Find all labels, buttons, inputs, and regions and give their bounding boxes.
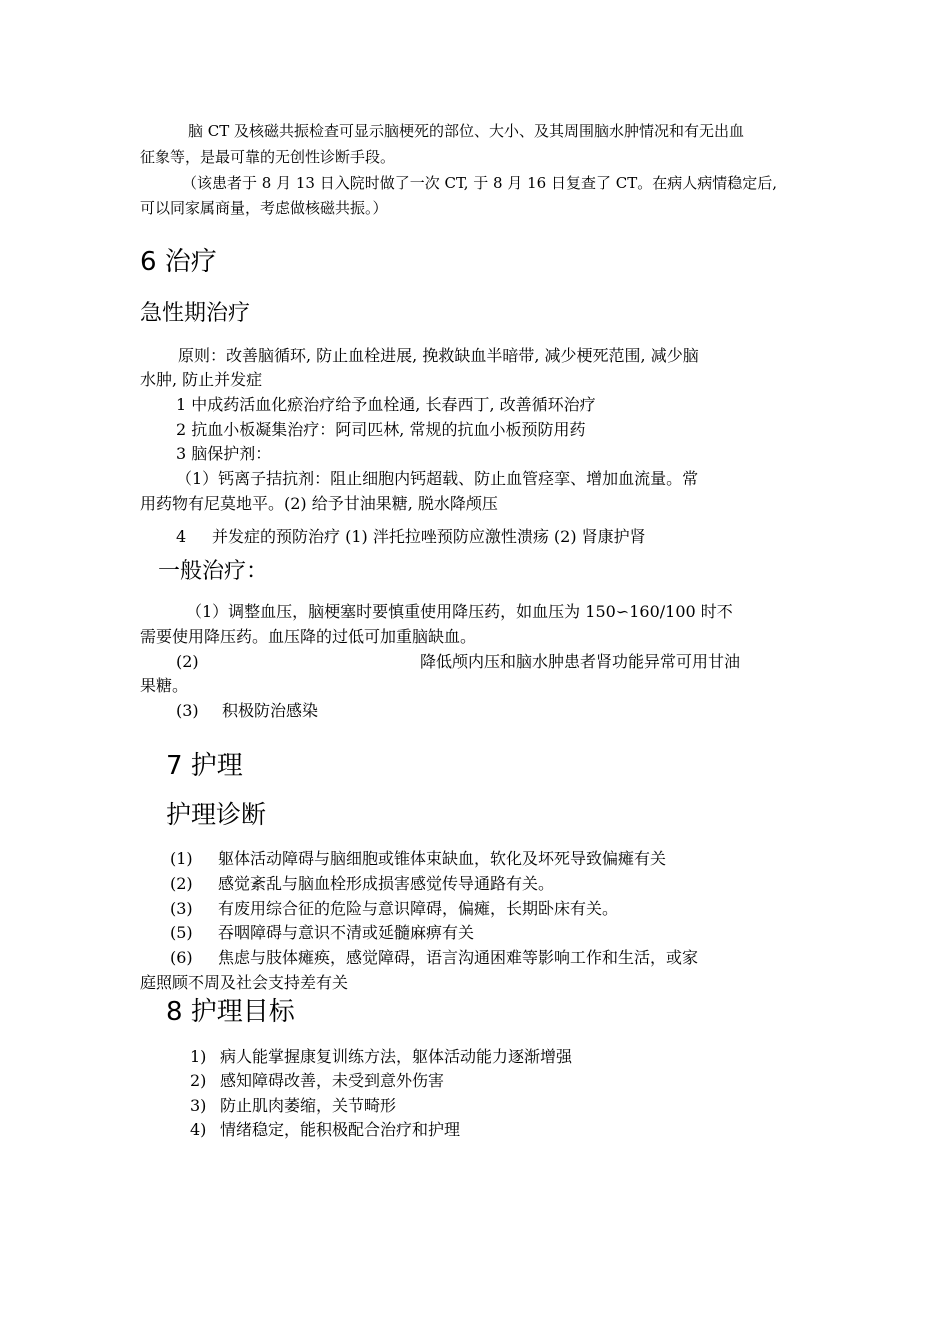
subheading-general-treatment: 一般治疗： — [158, 559, 269, 584]
general-treatment-number: (3) — [176, 701, 199, 720]
diagnosis-item: 焦虑与肢体瘫痪，感觉障碍，语言沟通困难等影响工作和生活，或家 — [218, 948, 699, 967]
principle-line: 原则：改善脑循环, 防止血栓进展, 挽救缺血半暗带, 减少梗死范围, 减少脑 — [178, 346, 699, 365]
general-treatment-line: 果糖。 — [140, 676, 189, 695]
goal-number: 2) — [190, 1071, 207, 1090]
treatment-item: 并发症的预防治疗 (1) 泮托拉唑预防应激性溃疡 (2) 肾康护肾 — [212, 527, 646, 546]
diagnosis-item: 有废用综合征的危险与意识障碍，偏瘫，长期卧床有关。 — [218, 899, 619, 918]
treatment-item-number: 4 — [176, 527, 187, 546]
subheading-nursing-diagnosis: 护理诊断 — [166, 800, 267, 829]
goal-number: 3) — [190, 1096, 207, 1115]
intro-note-line: 可以同家属商量，考虑做核磁共振。） — [140, 199, 388, 217]
goal-item: 防止肌肉萎缩，关节畸形 — [220, 1096, 397, 1115]
intro-note-line: （该患者于 8 月 13 日入院时做了一次 CT, 于 8 月 16 日复查了 CT。在病人病情稳定后, — [182, 174, 778, 192]
treatment-item: 3 脑保护剂： — [176, 444, 272, 463]
treatment-subitem-line: （1）钙离子拮抗剂：阻止细胞内钙超载、防止血管痉挛、增加血流量。常 — [176, 469, 699, 488]
goal-item: 感知障碍改善，未受到意外伤害 — [220, 1071, 445, 1090]
diagnosis-number: (6) — [170, 948, 193, 967]
diagnosis-item: 吞咽障碍与意识不清或延髓麻痹有关 — [218, 923, 475, 942]
diagnosis-item: 躯体活动障碍与脑细胞或锥体束缺血，软化及坏死导致偏瘫有关 — [218, 849, 667, 868]
diagnosis-number: (2) — [170, 874, 193, 893]
goal-number: 4) — [190, 1120, 207, 1139]
goal-number: 1) — [190, 1047, 207, 1066]
diagnosis-number: (3) — [170, 899, 193, 918]
intro-paragraph-line: 征象等，是最可靠的无创性诊断手段。 — [140, 148, 396, 166]
section-heading-nursing: 7 护理 — [166, 751, 243, 781]
principle-line: 水肿, 防止并发症 — [140, 370, 263, 389]
diagnosis-item: 感觉紊乱与脑血栓形成损害感觉传导通路有关。 — [218, 874, 555, 893]
diagnosis-number: (1) — [170, 849, 193, 868]
section-heading-treatment: 6 治疗 — [140, 247, 217, 277]
treatment-item: 1 中成药活血化瘀治疗给予血栓通, 长春西丁, 改善循环治疗 — [176, 395, 596, 414]
general-treatment-line: （1）调整血压，脑梗塞时要慎重使用降压药，如血压为 150∽160/100 时不 — [186, 602, 733, 621]
general-treatment-number: (2) — [176, 652, 199, 671]
intro-paragraph-line: 脑 CT 及核磁共振检查可显示脑梗死的部位、大小、及其周围脑水肿情况和有无出血 — [188, 122, 745, 140]
subheading-acute-treatment: 急性期治疗 — [140, 301, 251, 326]
treatment-subitem-line: 用药物有尼莫地平。(2) 给予甘油果糖, 脱水降颅压 — [140, 494, 498, 513]
diagnosis-number: (5) — [170, 923, 193, 942]
general-treatment-line: 降低颅内压和脑水肿患者肾功能异常可用甘油 — [420, 652, 741, 671]
general-treatment-line: 需要使用降压药。血压降的过低可加重脑缺血。 — [140, 627, 477, 646]
treatment-item: 2 抗血小板凝集治疗：阿司匹林, 常规的抗血小板预防用药 — [176, 420, 586, 439]
general-treatment-line: 积极防治感染 — [222, 701, 319, 720]
section-heading-nursing-goals: 8 护理目标 — [166, 997, 295, 1027]
goal-item: 病人能掌握康复训练方法，躯体活动能力逐渐增强 — [220, 1047, 573, 1066]
diagnosis-item: 庭照顾不周及社会支持差有关 — [140, 973, 349, 992]
goal-item: 情绪稳定，能积极配合治疗和护理 — [220, 1120, 461, 1139]
